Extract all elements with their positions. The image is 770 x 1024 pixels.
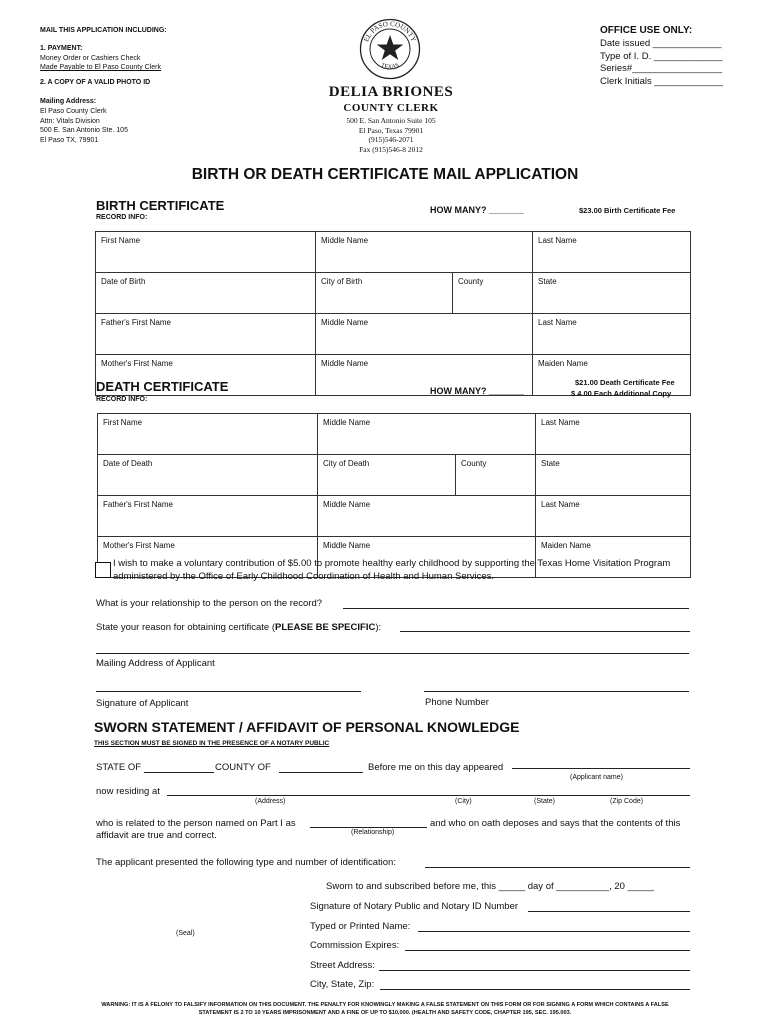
field-label: Last Name	[541, 500, 580, 509]
phone-input[interactable]	[424, 691, 689, 692]
city-state-zip-input[interactable]	[380, 989, 690, 990]
state-of-input[interactable]	[144, 772, 214, 773]
field-label: Maiden Name	[541, 541, 591, 550]
birth-record-table	[95, 231, 691, 396]
field-label: Middle Name	[323, 541, 371, 550]
birth-father-first-field[interactable]	[96, 314, 316, 355]
office-field: Clerk Initials _____________	[600, 75, 724, 87]
related-line: who is related to the person named on Part I as	[96, 818, 296, 829]
clerk-address-line: Fax (915)546-8 2012	[359, 144, 423, 154]
mailing-line: El Paso TX, 79901	[40, 136, 99, 144]
field-label: Last Name	[541, 418, 580, 427]
birth-heading: BIRTH CERTIFICATE	[96, 198, 225, 213]
death-heading: DEATH CERTIFICATE	[96, 379, 229, 394]
state-of-label: STATE OF	[96, 762, 142, 773]
field-label: Maiden Name	[538, 359, 588, 368]
death-how-many[interactable]: HOW MANY? _______	[430, 386, 525, 396]
office-field: Type of I. D. _____________	[600, 50, 723, 62]
notary-signature-label: Signature of Notary Public and Notary ID Number	[310, 901, 519, 912]
field-label: State	[538, 277, 557, 286]
svg-text:EL PASO COUNTY: EL PASO COUNTY	[362, 19, 418, 44]
applicant-name-input[interactable]	[512, 768, 690, 769]
field-label: Middle Name	[321, 318, 369, 327]
field-label: Middle Name	[321, 236, 369, 245]
table-row	[98, 496, 691, 537]
death-state-field[interactable]	[536, 455, 691, 496]
death-father-last-field[interactable]	[536, 496, 691, 537]
mailing-line: 500 E. San Antonio Ste. 105	[40, 127, 128, 134]
clerk-name: DELIA BRIONES	[328, 84, 454, 100]
death-record-table	[97, 413, 691, 578]
field-label: Date of Birth	[101, 277, 146, 286]
svg-text:TEXAS: TEXAS	[379, 62, 401, 71]
clerk-address	[320, 116, 462, 154]
birth-state-field[interactable]	[533, 273, 691, 314]
payment-line1: Money Order or Cashiers Check	[40, 55, 141, 62]
field-label: Mother's First Name	[101, 359, 173, 368]
sworn-heading: SWORN STATEMENT / AFFIDAVIT OF PERSONAL KNOWLEDGE	[94, 719, 520, 735]
birth-father-last-field[interactable]	[533, 314, 691, 355]
office-use-heading: OFFICE USE ONLY:	[600, 25, 693, 36]
contribution-line: I wish to make a voluntary contribution of $5.00 to promote healthy early childhood by supporting the Texas Home Visitation Program	[113, 558, 671, 569]
field-label: Mother's First Name	[103, 541, 175, 550]
seal-label: (Seal)	[176, 930, 195, 937]
relationship-affidavit-input[interactable]	[310, 827, 427, 828]
warning-line: STATEMENT IS 2 TO 10 YEARS IMPRISONMENT AND A FINE OF UP TO $10,000. (HEALTH AND SAFETY CODE, CHAPTER 195, SEC. 195.003.	[198, 1010, 572, 1016]
table-row	[96, 232, 691, 273]
residing-label: now residing at	[96, 786, 160, 797]
field-label: Middle Name	[323, 500, 371, 509]
street-address-input[interactable]	[379, 970, 690, 971]
zip-hint: (Zip Code)	[610, 798, 644, 805]
reason-label	[96, 622, 381, 633]
death-father-middle-field[interactable]	[318, 496, 536, 537]
county-of-label: COUNTY OF	[215, 762, 271, 773]
mailing-line: Attn: Vitals Division	[40, 117, 100, 125]
death-additional-fee: $ 4.00 Each Additional Copy	[571, 389, 672, 398]
clerk-address-line: (915)546-2071	[368, 135, 414, 144]
city-hint: (City)	[455, 798, 472, 805]
birth-how-many[interactable]: HOW MANY? _______	[430, 205, 525, 215]
related-line: affidavit are true and correct.	[96, 830, 217, 841]
warning-line: WARNING: IT IS A FELONY TO FALSIFY INFORMATION ON THIS DOCUMENT. THE PENALTY FOR KNOWINGLY MAKING A FALSE STATEMENT ON THIS FORM OR FOR SIGNING A FORM WHICH CONTAINS A FALSE	[101, 1002, 669, 1008]
death-first-name-field[interactable]	[98, 414, 318, 455]
mailing-address-input[interactable]	[96, 653, 689, 654]
reason-bold: PLEASE BE SPECIFIC	[275, 622, 376, 633]
birth-middle-name-field[interactable]	[316, 232, 533, 273]
reason-prefix: State your reason for obtaining certificate (	[96, 622, 276, 633]
death-fee: $21.00 Death Certificate Fee	[575, 378, 675, 387]
birth-first-name-field[interactable]	[96, 232, 316, 273]
mailing-address-label: Mailing Address of Applicant	[96, 658, 215, 669]
office-use-fields	[600, 38, 723, 88]
table-row	[96, 273, 691, 314]
death-date-field[interactable]	[98, 455, 318, 496]
field-label: Date of Death	[103, 459, 153, 468]
mailing-address	[40, 107, 128, 145]
office-field: Date issued _____________	[600, 38, 722, 49]
street-address-label: Street Address:	[310, 960, 375, 971]
signature-input[interactable]	[96, 691, 361, 692]
death-middle-name-field[interactable]	[318, 414, 536, 455]
birth-city-field[interactable]	[316, 273, 453, 314]
page-title: BIRTH OR DEATH CERTIFICATE MAIL APPLICATION	[191, 166, 579, 183]
contribution-line: administered by the Office of Early Childhood Coordination of Health and Human Services.	[113, 571, 495, 582]
relationship-hint: (Relationship)	[351, 829, 395, 836]
relationship-label: What is your relationship to the person on the record?	[96, 598, 323, 609]
field-label: First Name	[103, 418, 143, 427]
birth-last-name-field[interactable]	[533, 232, 691, 273]
field-label: First Name	[101, 236, 141, 245]
field-label: Last Name	[538, 236, 577, 245]
field-label: Middle Name	[321, 359, 369, 368]
birth-fee: $23.00 Birth Certificate Fee	[579, 206, 676, 215]
death-last-name-field[interactable]	[536, 414, 691, 455]
photo-id-requirement: 2. A COPY OF A VALID PHOTO ID	[40, 79, 151, 86]
clerk-address-line: 500 E. San Antonio Suite 105	[346, 116, 436, 125]
birth-record-info: RECORD INFO:	[96, 214, 148, 221]
county-seal-icon	[359, 18, 421, 80]
applicant-name-hint: (Applicant name)	[570, 774, 623, 781]
address-hint: (Address)	[255, 798, 286, 805]
relationship-input[interactable]	[343, 608, 689, 609]
identification-input[interactable]	[425, 867, 690, 868]
field-label: Father's First Name	[103, 500, 173, 509]
reason-suffix: ):	[375, 622, 382, 633]
typed-name-label: Typed or Printed Name:	[310, 921, 411, 932]
contribution-checkbox[interactable]	[95, 562, 111, 578]
death-record-info: RECORD INFO:	[96, 396, 148, 403]
state-hint: (State)	[534, 798, 556, 805]
residing-input[interactable]	[167, 795, 690, 796]
signature-label: Signature of Applicant	[96, 698, 189, 709]
birth-date-field[interactable]	[96, 273, 316, 314]
commission-label: Commission Expires:	[310, 940, 400, 951]
county-of-input[interactable]	[279, 772, 363, 773]
death-city-field[interactable]	[318, 455, 456, 496]
mailing-heading: Mailing Address:	[40, 98, 97, 105]
before-me-label: Before me on this day appeared	[368, 762, 504, 773]
office-field: Series#_________________	[600, 63, 723, 74]
mail-heading: MAIL THIS APPLICATION INCLUDING:	[40, 27, 167, 34]
field-label: Father's First Name	[101, 318, 171, 327]
field-label: State	[541, 459, 560, 468]
death-county-field[interactable]	[456, 455, 536, 496]
field-label: City of Birth	[321, 277, 363, 286]
city-state-zip-label: City, State, Zip:	[310, 979, 375, 990]
mailing-line: El Paso County Clerk	[40, 108, 107, 115]
phone-label: Phone Number	[425, 697, 489, 708]
payment-heading: 1. PAYMENT:	[40, 45, 83, 52]
clerk-title: COUNTY CLERK	[343, 102, 439, 114]
table-row	[98, 455, 691, 496]
typed-name-input[interactable]	[418, 931, 690, 932]
field-label: City of Death	[323, 459, 370, 468]
reason-input[interactable]	[400, 631, 690, 632]
notary-notice: THIS SECTION MUST BE SIGNED IN THE PRESENCE OF A NOTARY PUBLIC	[94, 740, 330, 747]
oath-text: and who on oath deposes and says that the contents of this	[430, 818, 681, 829]
related-text	[96, 818, 296, 842]
contribution-text	[113, 557, 713, 583]
birth-county-field[interactable]	[453, 273, 533, 314]
table-row	[96, 314, 691, 355]
notary-signature-input[interactable]	[528, 911, 690, 912]
birth-father-middle-field[interactable]	[316, 314, 533, 355]
field-label: Last Name	[538, 318, 577, 327]
commission-input[interactable]	[405, 950, 690, 951]
warning-text	[0, 1001, 770, 1017]
death-father-first-field[interactable]	[98, 496, 318, 537]
field-label: County	[461, 459, 487, 468]
clerk-address-line: El Paso, Texas 79901	[358, 125, 424, 135]
sworn-to-text[interactable]: Sworn to and subscribed before me, this _____ day of __________, 20 _____	[326, 881, 654, 892]
field-label: Middle Name	[323, 418, 371, 427]
table-row	[98, 414, 691, 455]
field-label: County	[458, 277, 484, 286]
payment-line2: Made Payable to El Paso County Clerk	[40, 64, 162, 71]
identification-label: The applicant presented the following type and number of identification:	[96, 857, 396, 868]
